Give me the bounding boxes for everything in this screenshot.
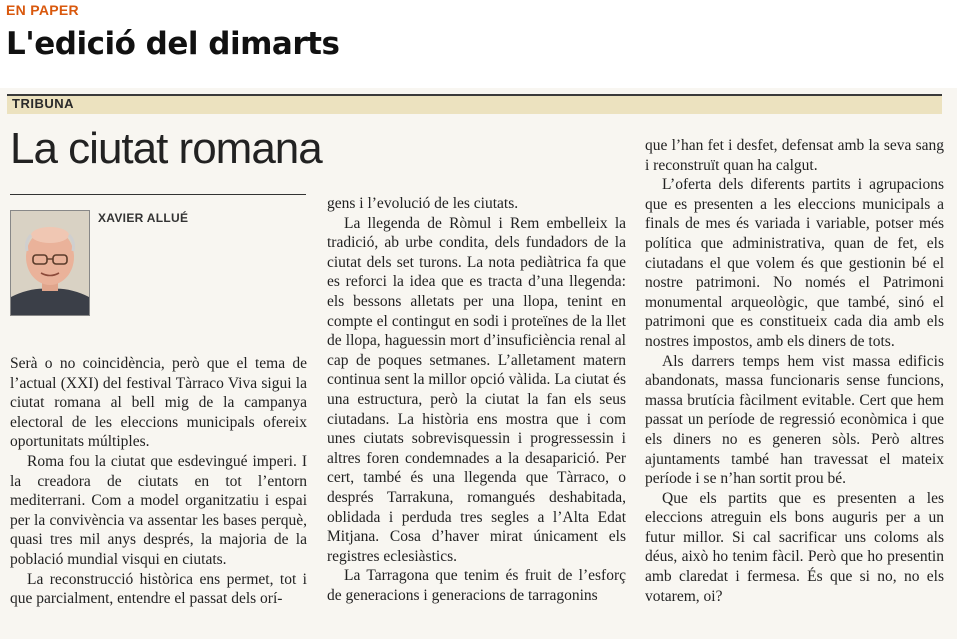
paragraph: L’oferta dels diferents partits i agrupacions que es presenten a les eleccions municipals a finals de mes és variada i variable, potser més política que administrativa, quan de fet, els ciutadans el que volem és que gestionin bé el nostre patrimoni. No només el Patrimoni monumental arqueològic, que també, sinó el patrimoni que es constitueix cada dia amb els nostres impostos, amb els diners de tots.: [645, 176, 944, 350]
paragraph: Serà o no coincidència, però que el tema de l’actual (XXI) del festival Tàrraco Viva sigui la ciutat romana al bell mig de la campanya electoral de les eleccions municipals ofereix oportunitats múltiples.: [10, 355, 307, 451]
article-column-2: [327, 194, 626, 605]
section-label: TRIBUNA: [12, 96, 74, 111]
article-column-1: [10, 354, 307, 609]
paragraph: Roma fou la ciutat que esdevingué imperi. I la creadora de ciutats en tot l’entorn mediterrani. Com a model organitzatiu i espai per la convivència va assentar les bases perquè, quasi tres mil anys després, la majoria de la població mundial visqui en ciutats.: [10, 452, 307, 568]
paragraph: La llegenda de Ròmul i Rem embelleix la tradició, ab urbe condita, dels fundadors de la ciutat dels set turons. La nota pediàtrica fa que es reforci la idea que es tracta d’una llegenda: els bessons alletats per una llopa, tenint en compte el contingut en sodi i proteïnes de la llet de llopa, haguessin mort d’insuficiència renal al cap de poques setmanes. L’alletament matern continua sent la millor opció vàlida. La ciutat és una estructura, però la ciutat la fan els seus ciutadans. La història ens mostra que i com unes ciutats sobrevisquessin i progressessin i altres foren condemnades a la desaparició. Per cert, també és una llegenda que Tàrraco, o després Tarrakuna, romangués deshabitada, oblidada i perduda tres segles a l’Alta Edat Mitjana. Cosa d’haver mirat únicament els registres eclesiàstics.: [327, 214, 626, 565]
paragraph: que l’han fet i desfet, defensat amb la seva sang i reconstruït quan ha calgut.: [645, 137, 944, 174]
paragraph: gens i l’evolució de les ciutats.: [327, 195, 519, 212]
paragraph: Als darrers temps hem vist massa edificis abandonats, massa funcionaris sense funcions, massa brutícia fàcilment evitable. Cert que hem passat un període de regressió econòmica i que els diners no es generen sòls. Però altres ajuntaments també han travessat el mateix període i se n’han sortit prou bé.: [645, 352, 944, 488]
author-photo: [10, 210, 90, 316]
author-byline: XAVIER ALLUÉ: [98, 211, 189, 225]
paragraph: La reconstrucció històrica ens permet, tot i que parcialment, entendre el passat dels orí-: [10, 570, 307, 608]
article-headline: La ciutat romana: [10, 124, 322, 173]
section-kicker: EN PAPER: [6, 2, 79, 18]
paragraph: Que els partits que es presenten a les eleccions atreguin els bons auguris per a un futur millor. Si cal sacrificar uns coloms als déus, això ho tenim fàcil. Però que ho presentin amb claredat i fermesa. És que si no, no els votarem, oi?: [645, 489, 944, 605]
section-bar: [7, 94, 942, 114]
page-title: L'edició del dimarts: [6, 26, 340, 62]
headline-rule: [10, 194, 306, 195]
article-column-3: [645, 136, 944, 606]
paragraph: La Tarragona que tenim és fruit de l’esforç de generacions i generacions de tarragonins: [327, 567, 626, 604]
